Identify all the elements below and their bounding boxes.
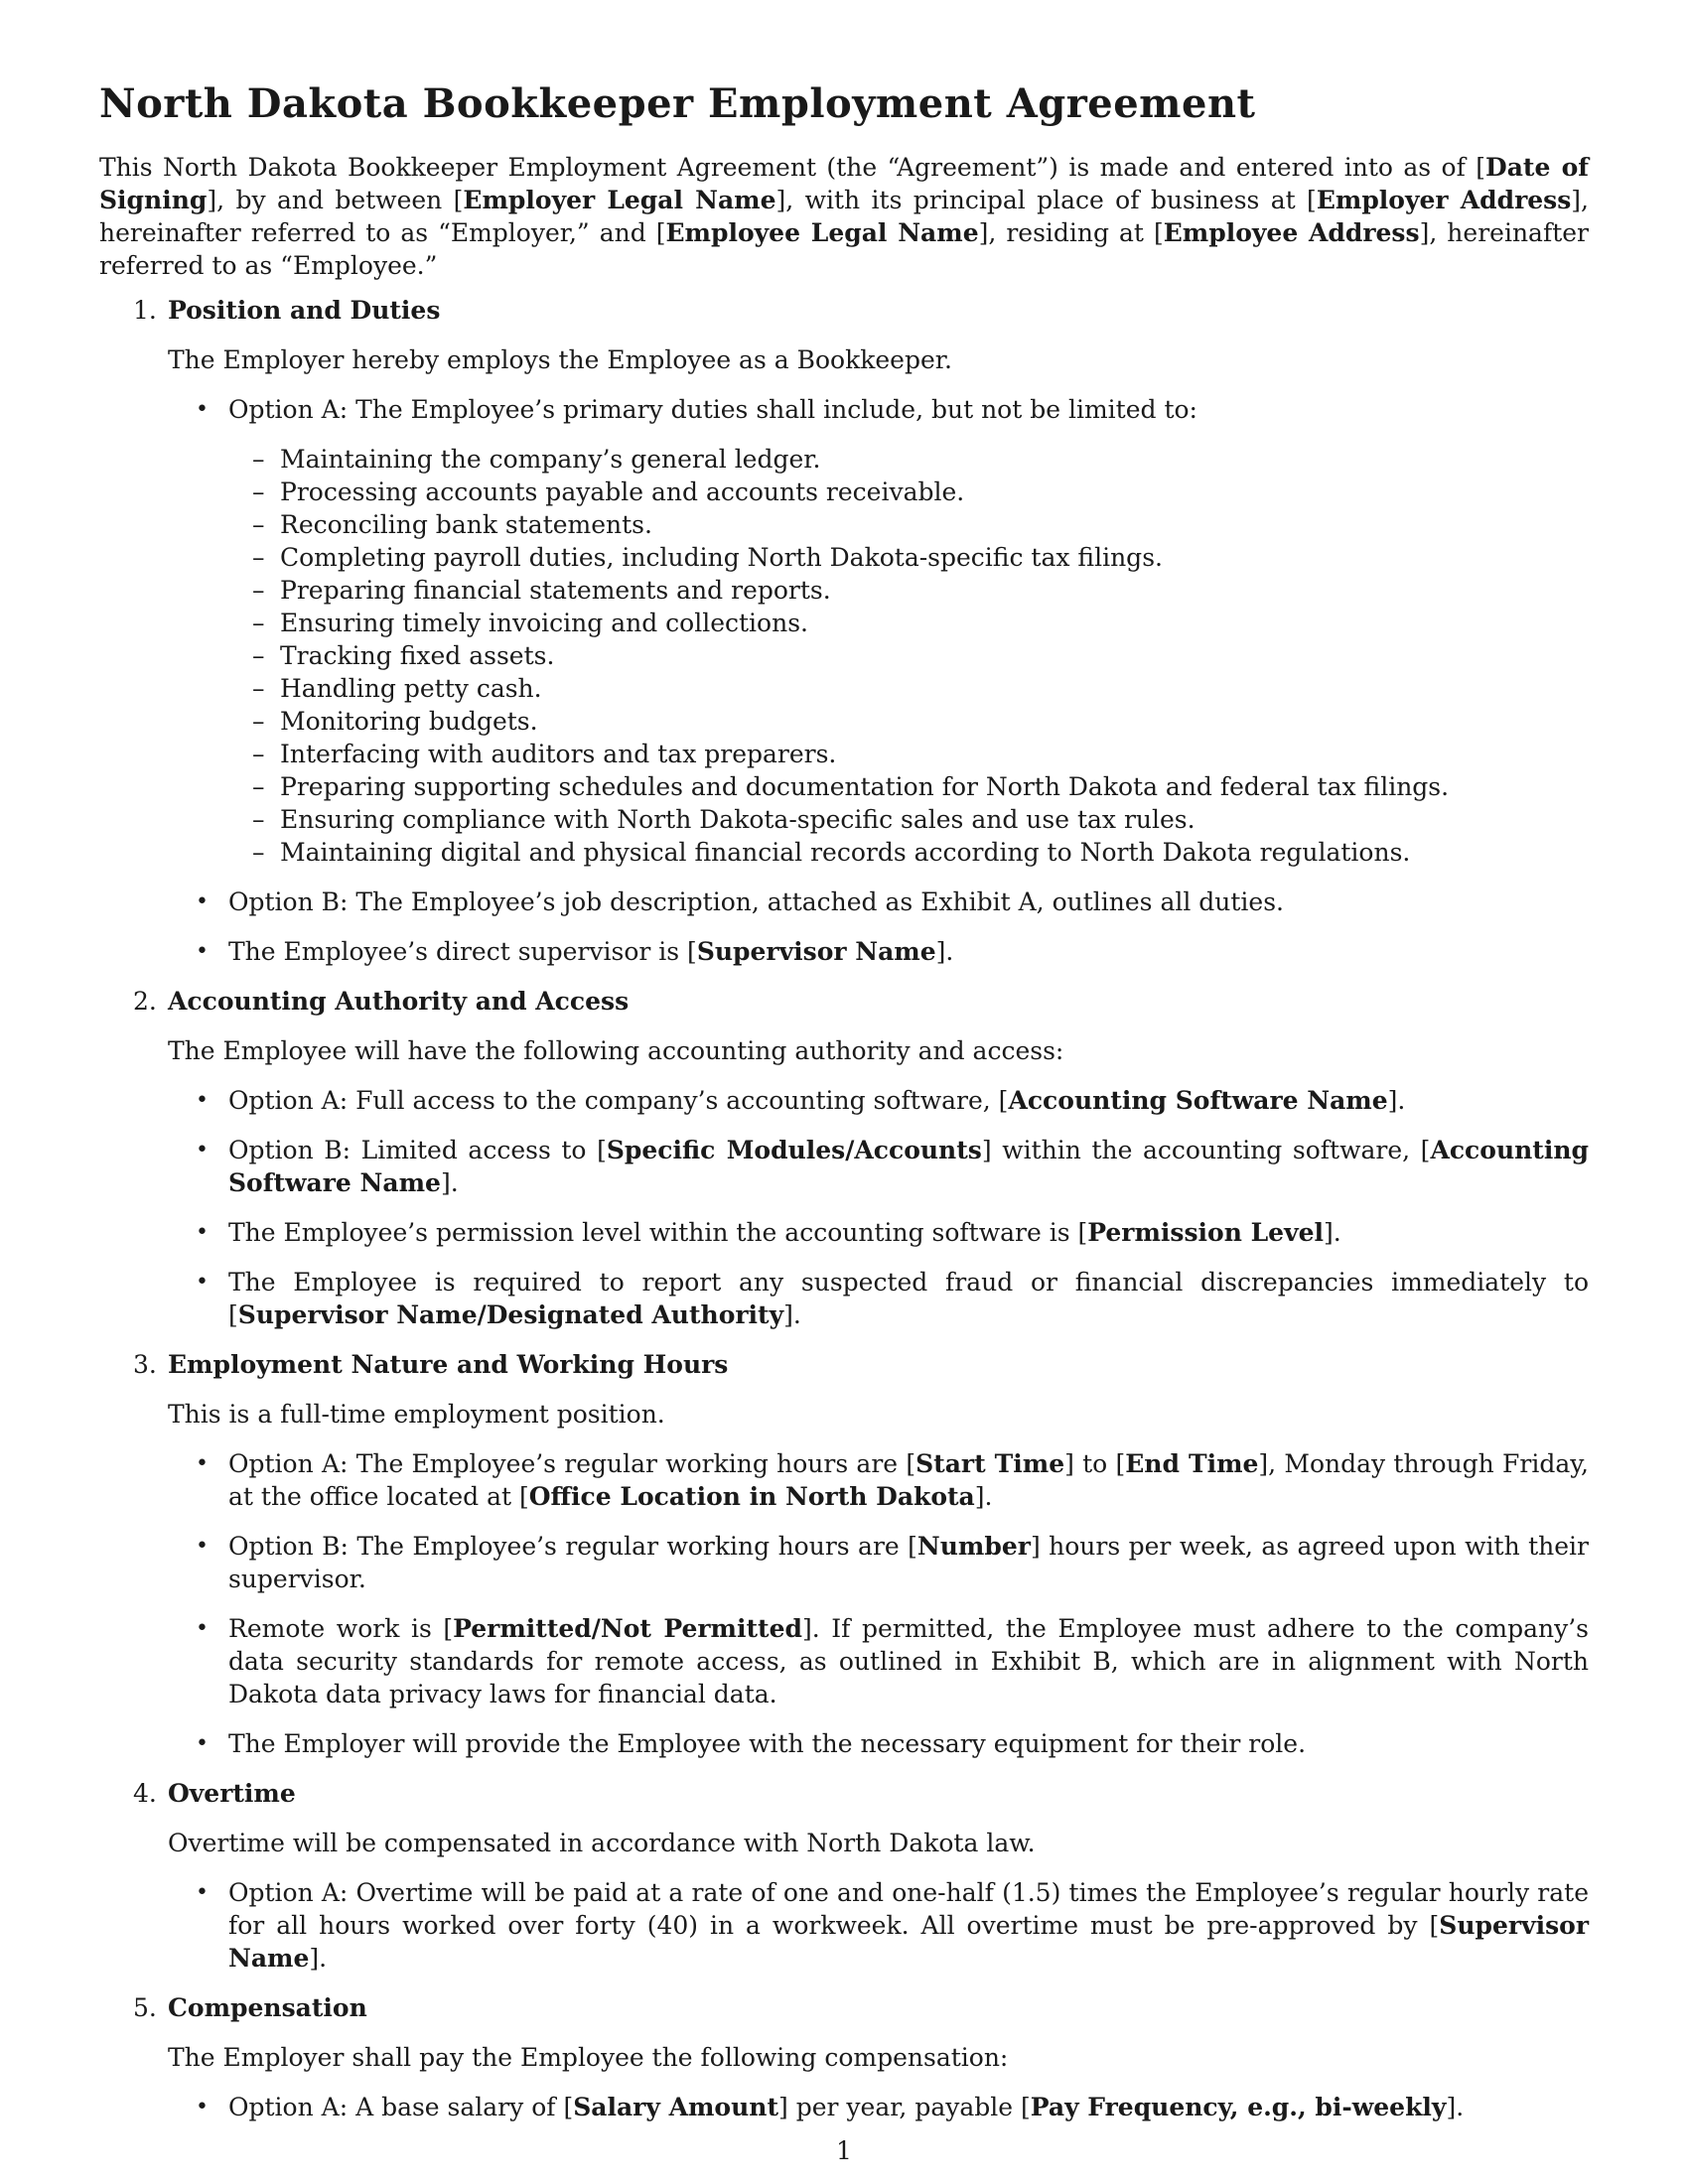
dash-icon: – (252, 707, 265, 736)
bullet-icon: • (196, 1270, 209, 1295)
sub-item-text: Ensuring timely invoicing and collections. (280, 609, 808, 637)
bullet-text (228, 1086, 1405, 1115)
text-run: Remote work is [ (228, 1614, 454, 1643)
section-lead: This is a full-time employment position. (168, 1400, 665, 1429)
text-run: Option A: Overtime will be paid at a rate of one and one-half (1.5) times the Employee’s regular hourly rate for all hours worked over forty (40) in a workweek. All overtime must be pre-approved by [ (228, 1878, 1589, 1940)
section-number: 4. (133, 1779, 157, 1808)
document-title: North Dakota Bookkeeper Employment Agreement (99, 80, 1256, 127)
bullet-icon: • (196, 889, 209, 914)
sub-item-text: Preparing supporting schedules and documentation for North Dakota and federal tax filings. (280, 772, 1450, 801)
section-number: 1. (133, 296, 157, 325)
sections-list (99, 294, 1589, 2123)
bullet-list (168, 2091, 1589, 2123)
text-run: Option A: A base salary of [ (228, 2093, 574, 2121)
bullet-icon: • (196, 2095, 209, 2119)
sub-item (228, 607, 1589, 639)
text-run: Option B: The Employee’s job description, attached as Exhibit A, outlines all duties. (228, 887, 1285, 916)
text-run: The Employee’s permission level within the accounting software is [ (228, 1218, 1088, 1247)
placeholder-field: Employer Legal Name (463, 186, 776, 214)
placeholder-field: Accounting Software Name (228, 1136, 1590, 1197)
dash-icon: – (252, 641, 265, 670)
text-run: The Employee’s direct supervisor is [ (228, 937, 697, 966)
placeholder-field: Supervisor Name (228, 1911, 1589, 1973)
text-run: ] hours per week, as agreed upon with their supervisor. (228, 1532, 1589, 1593)
bullet-item (168, 1084, 1589, 1117)
text-run: ]. (1387, 1086, 1406, 1115)
bullet-text (228, 1218, 1341, 1247)
bullet-text (228, 1729, 1306, 1758)
sub-item-text: Interfacing with auditors and tax preparers. (280, 740, 837, 768)
bullet-text (228, 395, 1197, 424)
bullet-item (168, 935, 1589, 968)
bullet-text (228, 2093, 1464, 2121)
dash-icon: – (252, 740, 265, 768)
bullet-icon: • (196, 1451, 209, 1476)
placeholder-field: Accounting Software Name (1008, 1086, 1388, 1115)
placeholder-field: End Time (1125, 1449, 1259, 1478)
bullet-icon: • (196, 1138, 209, 1162)
bullet-item (168, 1530, 1589, 1595)
placeholder-field: Number (916, 1532, 1031, 1561)
text-run: ], hereinafter referred to as “Employer,” and [ (99, 186, 1589, 247)
placeholder-field: Salary Amount (573, 2093, 778, 2121)
placeholder-field: Start Time (915, 1449, 1065, 1478)
section-title: Position and Duties (168, 296, 441, 325)
bullet-icon: • (196, 1616, 209, 1641)
page-number: 1 (836, 2136, 852, 2165)
bullet-list (168, 1447, 1589, 1760)
sub-item-text: Maintaining the company’s general ledger. (280, 445, 821, 474)
sub-item (228, 836, 1589, 869)
bullet-icon: • (196, 939, 209, 964)
bullet-icon: • (196, 397, 209, 422)
text-run: ] to [ (1064, 1449, 1126, 1478)
placeholder-field: Employee Legal Name (665, 218, 979, 247)
sub-item-text: Completing payroll duties, including North Dakota-specific tax filings. (280, 543, 1163, 572)
section-number: 2. (133, 987, 157, 1016)
text-run: Option A: The Employee’s primary duties shall include, but not be limited to: (228, 395, 1197, 424)
placeholder-field: Specific Modules/Accounts (606, 1136, 982, 1164)
text-run: ]. (783, 1300, 801, 1329)
section-lead: Overtime will be compensated in accordance with North Dakota law. (168, 1829, 1036, 1857)
placeholder-field: Employer Address (1316, 186, 1572, 214)
text-run: ], residing at [ (978, 218, 1164, 247)
bullet-list (168, 1876, 1589, 1975)
sub-item (228, 672, 1589, 705)
bullet-item (168, 1447, 1589, 1513)
sub-item (228, 476, 1589, 508)
text-run: ]. (440, 1168, 459, 1197)
section-title: Overtime (168, 1779, 296, 1808)
sub-item-text: Maintaining digital and physical financial records according to North Dakota regulations. (280, 838, 1411, 867)
section-number: 5. (133, 1993, 157, 2022)
text-run: ]. If permitted, the Employee must adhere to the company’s data security standards for remote access, as outlined in Exhibit B, which are in alignment with North Dakota data privacy laws for financial data. (228, 1614, 1589, 1708)
section-title: Accounting Authority and Access (168, 987, 630, 1016)
dash-icon: – (252, 772, 265, 801)
placeholder-field: Office Location in North Dakota (528, 1482, 975, 1511)
sub-list (228, 443, 1589, 869)
dash-icon: – (252, 838, 265, 867)
sub-item-text: Ensuring compliance with North Dakota-specific sales and use tax rules. (280, 805, 1196, 834)
section-lead: The Employer shall pay the Employee the following compensation: (168, 2043, 1009, 2072)
bullet-icon: • (196, 1534, 209, 1559)
bullet-text (228, 1268, 1589, 1329)
placeholder-field: Employee Address (1163, 218, 1420, 247)
placeholder-field: Pay Frequency, e.g., bi-weekly (1030, 2093, 1447, 2121)
text-run: Option A: The Employee’s regular working hours are [ (228, 1449, 916, 1478)
placeholder-field: Permitted/Not Permitted (453, 1614, 802, 1643)
text-run: This North Dakota Bookkeeper Employment Agreement (the “Agreement”) is made and entered into as of [ (99, 153, 1486, 182)
dash-icon: – (252, 805, 265, 834)
sub-item (228, 770, 1589, 803)
bullet-text (228, 1614, 1589, 1708)
bullet-item (168, 1216, 1589, 1249)
bullet-item (168, 1134, 1589, 1199)
bullet-text (228, 1532, 1589, 1593)
sub-item-text: Handling petty cash. (280, 674, 542, 703)
text-run: ]. (309, 1944, 328, 1973)
bullet-item (168, 1876, 1589, 1975)
bullet-item (168, 1727, 1589, 1760)
text-run: ]. (1446, 2093, 1465, 2121)
placeholder-field: Permission Level (1087, 1218, 1325, 1247)
bullet-icon: • (196, 1731, 209, 1756)
bullet-text (228, 1449, 1589, 1511)
dash-icon: – (252, 609, 265, 637)
bullet-icon: • (196, 1088, 209, 1113)
intro-paragraph (99, 151, 1589, 282)
sub-item-text: Preparing financial statements and reports. (280, 576, 831, 605)
bullet-text (228, 887, 1284, 916)
text-run: ]. (935, 937, 954, 966)
sub-item (228, 508, 1589, 541)
sub-item (228, 574, 1589, 607)
bullet-text (228, 1136, 1589, 1197)
text-run: ], with its principal place of business at [ (775, 186, 1317, 214)
text-run: Option B: Limited access to [ (228, 1136, 607, 1164)
text-run: ]. (1324, 1218, 1341, 1247)
text-run: The Employee is required to report any suspected fraud or financial discrepancies immediately to [ (228, 1268, 1589, 1329)
section (99, 1777, 1589, 1975)
bullet-list (168, 1084, 1589, 1331)
dash-icon: – (252, 576, 265, 605)
sub-item-text: Monitoring budgets. (280, 707, 538, 736)
section (99, 1991, 1589, 2123)
bullet-text (228, 937, 953, 966)
placeholder-field: Date of Signing (99, 153, 1589, 214)
sub-item-text: Reconciling bank statements. (280, 510, 652, 539)
text-run: ], by and between [ (207, 186, 464, 214)
sub-item (228, 541, 1589, 574)
sub-item-text: Processing accounts payable and accounts receivable. (280, 478, 965, 506)
bullet-icon: • (196, 1880, 209, 1905)
bullet-text (228, 1878, 1589, 1973)
text-run: ] within the accounting software, [ (981, 1136, 1431, 1164)
sub-item (228, 705, 1589, 738)
document-page (99, 79, 1589, 2140)
section (99, 294, 1589, 968)
section (99, 985, 1589, 1331)
section-title: Compensation (168, 1993, 367, 2022)
bullet-item (168, 1266, 1589, 1331)
dash-icon: – (252, 445, 265, 474)
sub-item (228, 803, 1589, 836)
sub-item (228, 443, 1589, 476)
text-run: ], hereinafter referred to as “Employee.” (99, 218, 1589, 280)
sub-item (228, 639, 1589, 672)
bullet-list (168, 393, 1589, 968)
bullet-item (168, 1612, 1589, 1710)
text-run: ]. (974, 1482, 993, 1511)
bullet-icon: • (196, 1220, 209, 1245)
sub-item (228, 738, 1589, 770)
text-run: Option B: The Employee’s regular working hours are [ (228, 1532, 917, 1561)
text-run: The Employer will provide the Employee with the necessary equipment for their role. (228, 1729, 1307, 1758)
section-title: Employment Nature and Working Hours (168, 1350, 729, 1379)
dash-icon: – (252, 510, 265, 539)
bullet-item (168, 2091, 1589, 2123)
dash-icon: – (252, 543, 265, 572)
section-lead: The Employer hereby employs the Employee as a Bookkeeper. (168, 345, 952, 374)
section-lead: The Employee will have the following accounting authority and access: (168, 1036, 1064, 1065)
sub-item-text: Tracking fixed assets. (280, 641, 555, 670)
bullet-item (168, 886, 1589, 918)
placeholder-field: Supervisor Name/Designated Authority (237, 1300, 784, 1329)
section-number: 3. (133, 1350, 157, 1379)
text-run: Option A: Full access to the company’s accounting software, [ (228, 1086, 1009, 1115)
dash-icon: – (252, 674, 265, 703)
placeholder-field: Supervisor Name (696, 937, 936, 966)
dash-icon: – (252, 478, 265, 506)
text-run: ], Monday through Friday, at the office located at [ (228, 1449, 1589, 1511)
bullet-item (168, 393, 1589, 869)
section (99, 1348, 1589, 1760)
text-run: ] per year, payable [ (778, 2093, 1031, 2121)
